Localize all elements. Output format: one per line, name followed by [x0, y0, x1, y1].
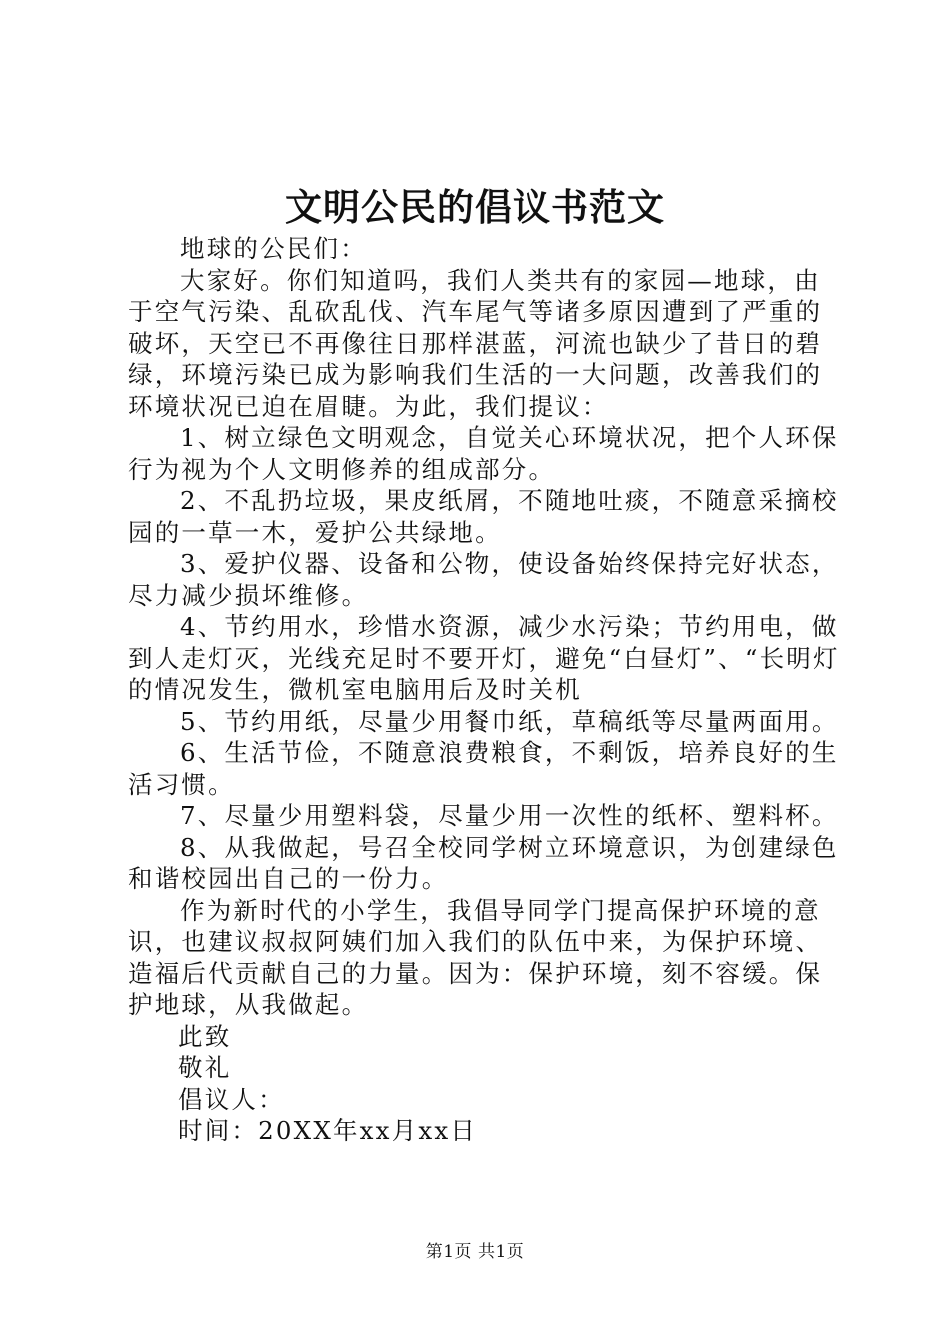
closing-salutation: 此致 [178, 1021, 232, 1051]
proposal-item: 7、尽量少用塑料袋，尽量少用一次性的纸杯、塑料杯。 [180, 801, 839, 830]
proposal-item: 1、树立绿色文明观念，自觉关心环境状况，把个人环保行为视为个人文明修养的组成部分。 [128, 423, 839, 484]
document-title: 文明公民的倡议书范文 [285, 185, 665, 229]
proposal-item: 4、节约用水，珍惜水资源，减少水污染；节约用电，做到人走灯灭，光线充足时不要开灯，避免“白昼灯”、“长明灯的情况发生，微机室电脑用后及时关机 [128, 612, 840, 704]
proposal-item: 5、节约用纸，尽量少用餐巾纸，草稿纸等尽量两面用。 [180, 706, 839, 736]
proposal-item: 3、爱护仪器、设备和公物，使设备始终保持完好状态，尽力减少损坏维修。 [128, 549, 839, 610]
page-footer: 第1页 共1页 [425, 1242, 525, 1262]
conclusion-paragraph: 作为新时代的小学生，我倡导同学门提高保护环境的意识，也建议叔叔阿姨们加入我们的队伍中来，为保护环境、造福后代贡献自己的力量。因为：保护环境，刻不容缓。保护地球，从我做起。 [128, 895, 823, 1019]
signer-line: 倡议人： [178, 1084, 285, 1114]
document-body [128, 233, 840, 1147]
proposal-item: 6、生活节俭，不随意浪费粮食，不剩饭，培养良好的生活习惯。 [128, 738, 839, 799]
intro-paragraph: 大家好。你们知道吗，我们人类共有的家园—地球，由于空气污染、乱砍乱伐、汽车尾气等诸多原因遭到了严重的破坏，天空已不再像往日那样湛蓝，河流也缺少了昔日的碧绿，环境污染已成为影响我们生活的一大问题，改善我们的环境状况已迫在眉睫。为此，我们提议： [128, 265, 823, 421]
proposal-item: 2、不乱扔垃圾，果皮纸屑，不随地吐痰，不随意采摘校园的一草一木，爱护公共绿地。 [128, 486, 839, 547]
proposal-item: 8、从我做起，号召全校同学树立环境意识，为创建绿色和谐校园出自己的一份力。 [128, 832, 839, 893]
greeting: 地球的公民们： [180, 234, 367, 263]
date-line: 时间：20XX年xx月xx日 [178, 1116, 478, 1145]
closing-regards: 敬礼 [178, 1053, 232, 1082]
